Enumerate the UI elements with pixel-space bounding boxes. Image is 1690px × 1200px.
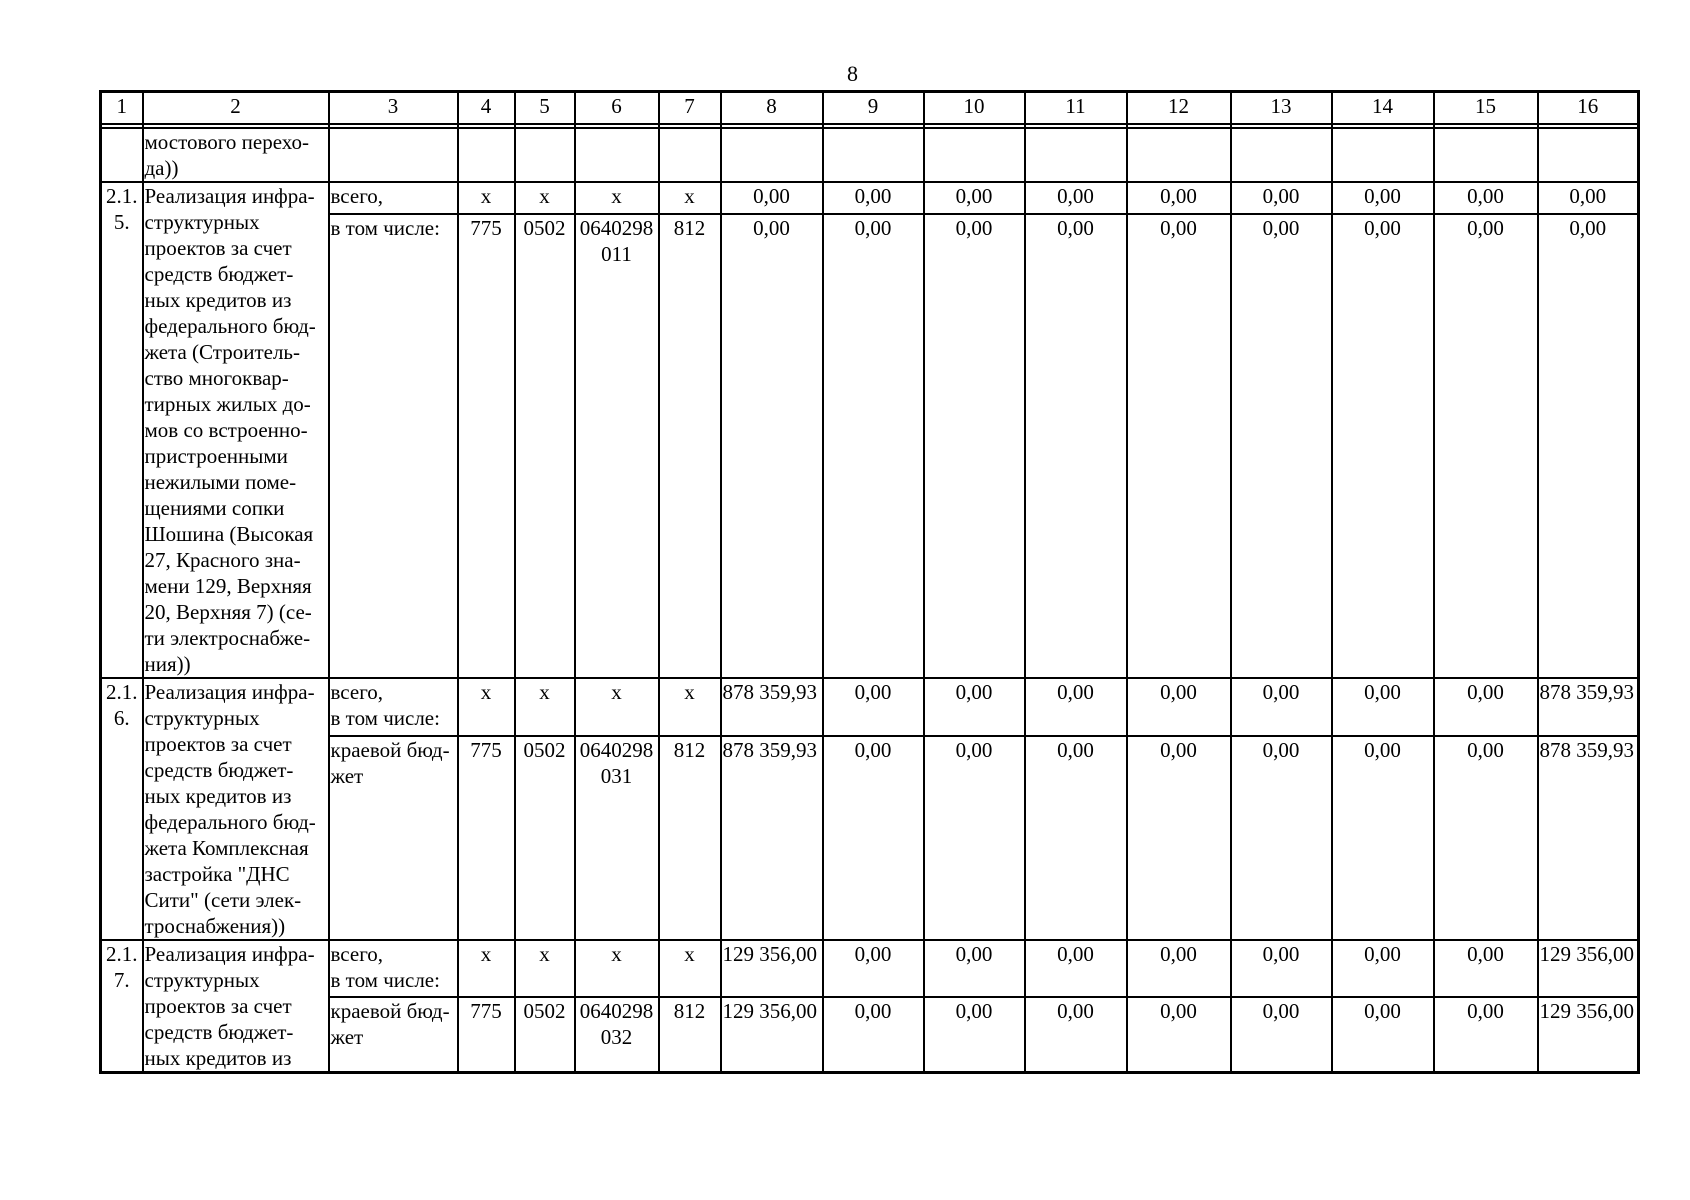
amount-cell: 0,00 [1231,182,1332,214]
amount-cell: 0,00 [1332,214,1434,678]
code-cell [515,128,575,182]
column-number: 2 [143,92,329,125]
column-number: 5 [515,92,575,125]
code-cell: 0640298 031 [575,736,659,940]
amount-cell: 0,00 [1332,940,1434,997]
code-cell: 0502 [515,997,575,1073]
amount-cell [1025,128,1127,182]
code-cell: x [575,182,659,214]
amount-cell: 129 356,00 [721,940,823,997]
amount-cell: 0,00 [1127,736,1231,940]
budget-table [99,90,1640,1074]
item-description-cell: Реализация инфра- структурных проектов за счет средств бюджет- ных кредитов из федерального бюд- жета Комплексная застройка "ДНС Сити" (сети элек- троснабжения)) [143,678,329,940]
code-cell: x [515,182,575,214]
amount-cell [1127,128,1231,182]
code-cell: 0502 [515,736,575,940]
column-number: 1 [101,92,143,125]
amount-cell: 0,00 [1025,736,1127,940]
amount-cell: 0,00 [1434,678,1538,736]
amount-cell: 0,00 [1025,940,1127,997]
amount-cell [1434,128,1538,182]
item-description-cell: Реализация инфра- структурных проектов за счет средств бюджет- ных кредитов из [143,940,329,1073]
amount-cell: 878 359,93 [1538,736,1639,940]
item-number-cell: 2.1. 6. [101,678,143,940]
amount-cell: 129 356,00 [1538,997,1639,1073]
code-cell [575,128,659,182]
code-cell: 0502 [515,214,575,678]
funding-source-cell: всего, [329,182,458,214]
amount-cell: 0,00 [823,678,924,736]
amount-cell: 0,00 [924,997,1025,1073]
item-description-cell: Реализация инфра- структурных проектов за счет средств бюджет- ных кредитов из федерального бюд- жета (Строитель- ство многоквар- тирных жилых до- мов со встроенно- пристроенными нежилыми поме- щениями сопки Шошина (Высокая 27, Красного зна- мени 129, Верхняя 20, Верхняя 7) (се- ти электроснабже- ния)) [143,182,329,678]
column-number: 11 [1025,92,1127,125]
code-cell: 775 [458,736,515,940]
amount-cell [1231,128,1332,182]
amount-cell: 0,00 [1332,736,1434,940]
amount-cell: 0,00 [1231,214,1332,678]
page-number: 8 [847,61,858,86]
amount-cell: 0,00 [823,736,924,940]
amount-cell: 0,00 [1127,182,1231,214]
amount-cell: 0,00 [1434,182,1538,214]
item-number-cell [101,128,143,182]
column-number-row [101,92,1639,125]
amount-cell: 0,00 [1434,940,1538,997]
amount-cell: 0,00 [823,214,924,678]
table-row [101,214,1639,678]
funding-source-cell: в том числе: [329,214,458,678]
amount-cell: 0,00 [1231,736,1332,940]
amount-cell: 0,00 [924,940,1025,997]
amount-cell [721,128,823,182]
code-cell: 812 [659,214,721,678]
column-number: 13 [1231,92,1332,125]
code-cell [659,128,721,182]
column-number: 16 [1538,92,1639,125]
amount-cell: 0,00 [1538,214,1639,678]
amount-cell [924,128,1025,182]
amount-cell [823,128,924,182]
column-number: 15 [1434,92,1538,125]
funding-source-cell: всего, в том числе: [329,678,458,736]
funding-source-cell [329,128,458,182]
amount-cell: 0,00 [1231,997,1332,1073]
funding-source-cell: краевой бюд- жет [329,997,458,1073]
table-row [101,997,1639,1073]
item-number-cell: 2.1. 5. [101,182,143,678]
amount-cell: 0,00 [1538,182,1639,214]
amount-cell: 0,00 [1332,182,1434,214]
table-row [101,182,1639,214]
amount-cell: 0,00 [924,678,1025,736]
amount-cell: 0,00 [924,736,1025,940]
code-cell: 775 [458,997,515,1073]
column-number: 3 [329,92,458,125]
amount-cell: 129 356,00 [721,997,823,1073]
amount-cell: 0,00 [1025,214,1127,678]
amount-cell: 878 359,93 [721,678,823,736]
code-cell: x [458,182,515,214]
table-row [101,940,1639,997]
amount-cell: 878 359,93 [721,736,823,940]
column-number: 7 [659,92,721,125]
funding-source-cell: всего, в том числе: [329,940,458,997]
amount-cell: 0,00 [823,940,924,997]
code-cell: 812 [659,997,721,1073]
amount-cell: 0,00 [1025,678,1127,736]
amount-cell: 0,00 [823,182,924,214]
amount-cell: 0,00 [1332,997,1434,1073]
table-row [101,678,1639,736]
amount-cell: 0,00 [924,214,1025,678]
table-row [101,736,1639,940]
column-number: 8 [721,92,823,125]
column-number: 6 [575,92,659,125]
code-cell: x [575,678,659,736]
code-cell: 812 [659,736,721,940]
column-number: 12 [1127,92,1231,125]
funding-source-cell: краевой бюд- жет [329,736,458,940]
column-number: 10 [924,92,1025,125]
amount-cell: 129 356,00 [1538,940,1639,997]
code-cell: x [458,940,515,997]
amount-cell [1332,128,1434,182]
amount-cell: 0,00 [1127,940,1231,997]
code-cell: x [515,940,575,997]
column-number: 14 [1332,92,1434,125]
code-cell [458,128,515,182]
amount-cell: 0,00 [1332,678,1434,736]
code-cell: 775 [458,214,515,678]
amount-cell: 0,00 [1025,182,1127,214]
amount-cell: 0,00 [1434,997,1538,1073]
amount-cell: 0,00 [1434,214,1538,678]
amount-cell: 0,00 [1434,736,1538,940]
column-number: 9 [823,92,924,125]
item-number-cell: 2.1. 7. [101,940,143,1073]
table-row [101,128,1639,182]
amount-cell: 0,00 [924,182,1025,214]
code-cell: x [659,940,721,997]
amount-cell: 0,00 [721,182,823,214]
item-description-cell: мостового перехо- да)) [143,128,329,182]
code-cell: x [659,678,721,736]
amount-cell: 0,00 [823,997,924,1073]
code-cell: x [458,678,515,736]
amount-cell: 0,00 [1025,997,1127,1073]
amount-cell: 0,00 [1127,214,1231,678]
column-number: 4 [458,92,515,125]
code-cell: x [659,182,721,214]
code-cell: x [575,940,659,997]
amount-cell: 0,00 [1231,940,1332,997]
code-cell: x [515,678,575,736]
code-cell: 0640298 011 [575,214,659,678]
amount-cell: 0,00 [721,214,823,678]
amount-cell: 0,00 [1231,678,1332,736]
code-cell: 0640298 032 [575,997,659,1073]
amount-cell [1538,128,1639,182]
amount-cell: 878 359,93 [1538,678,1639,736]
amount-cell: 0,00 [1127,678,1231,736]
amount-cell: 0,00 [1127,997,1231,1073]
